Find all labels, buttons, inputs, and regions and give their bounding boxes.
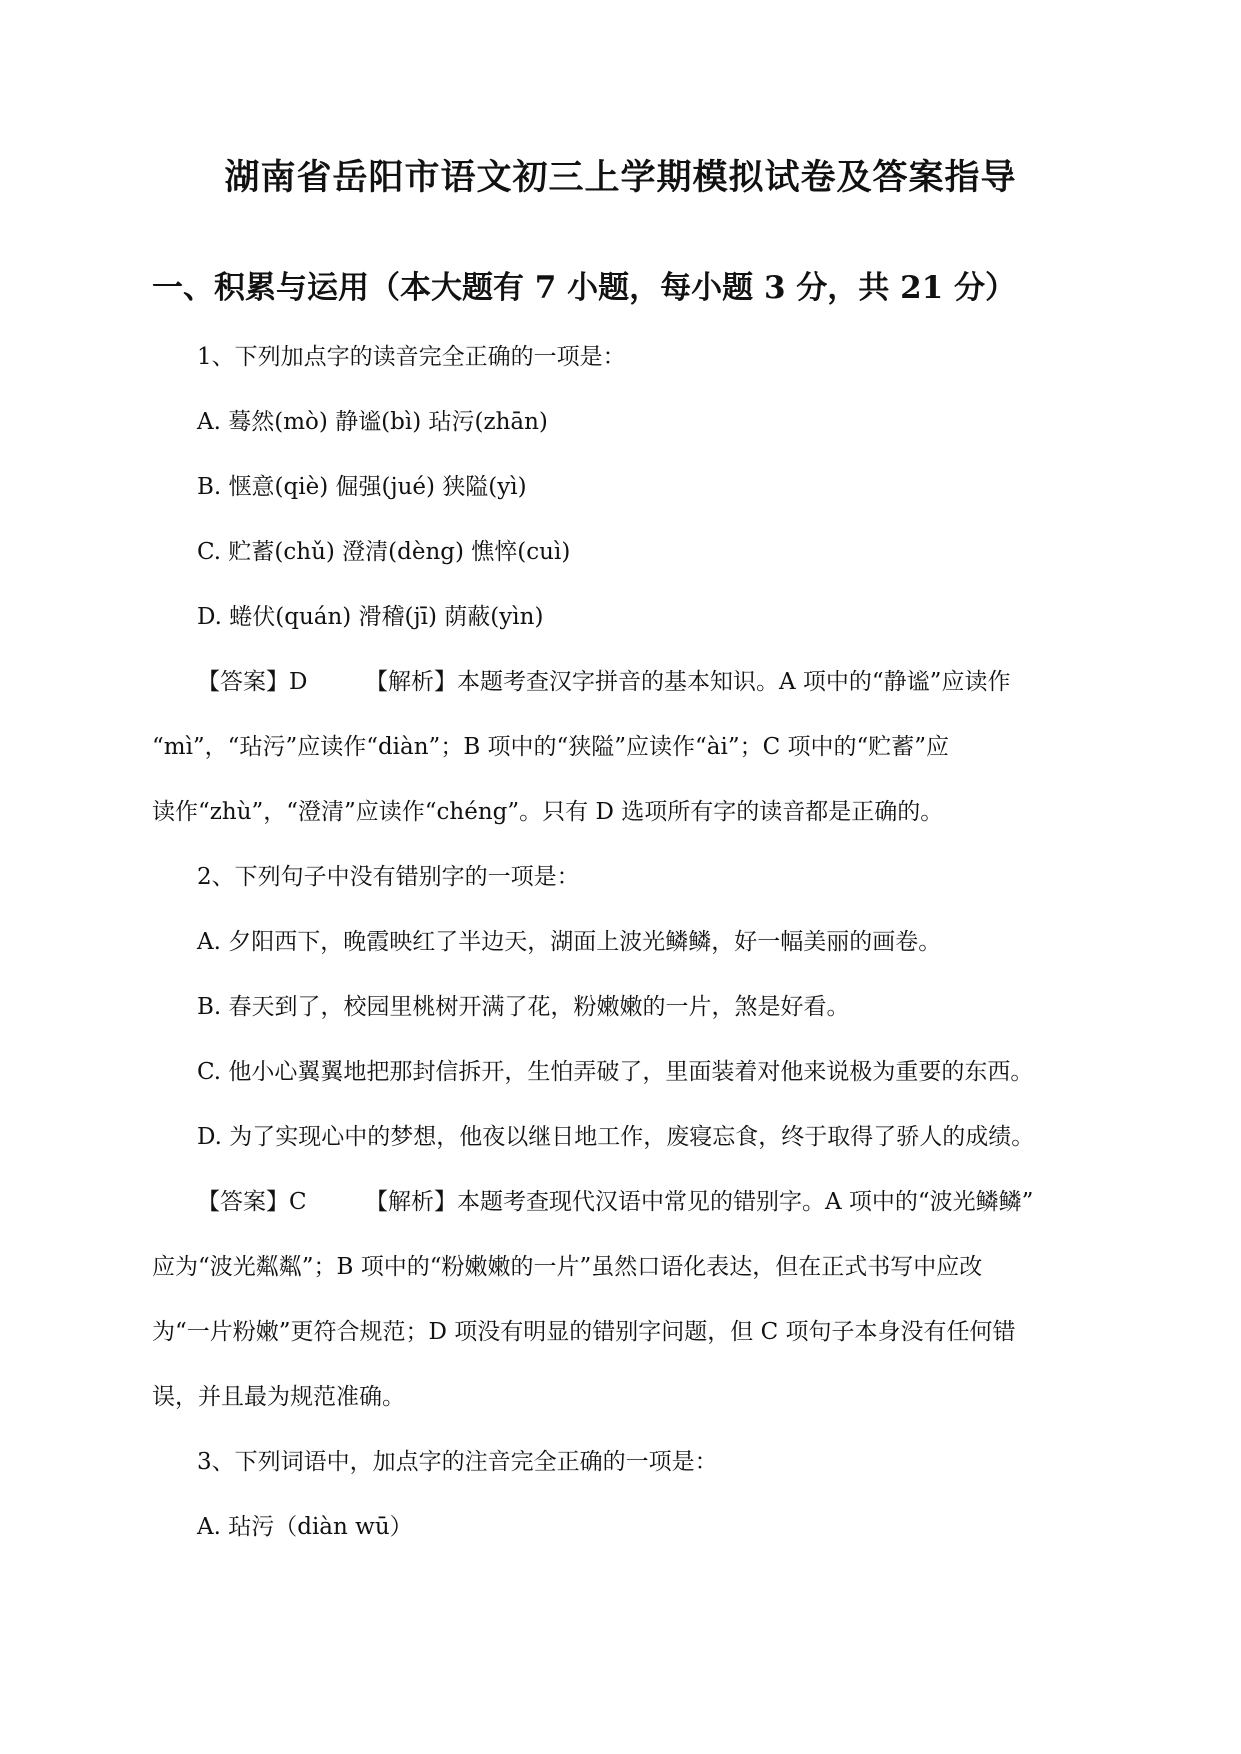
question-2-option-b: B. 春天到了，校园里桃树开满了花，粉嫩嫩的一片，煞是好看。	[197, 994, 850, 1020]
question-2-option-c: C. 他小心翼翼地把那封信拆开，生怕弄破了，里面装着对他来说极为重要的东西。	[197, 1059, 1034, 1085]
question-1-analysis-line: 【解析】本题考查汉字拼音的基本知识。A 项中的“静谧”应读作	[365, 669, 1011, 695]
question-2-analysis-line: 为“一片粉嫩”更符合规范；D 项没有明显的错别字问题，但 C 项句子本身没有任何错	[152, 1319, 1016, 1345]
question-3-option-a: A. 玷污（diàn wū）	[197, 1514, 413, 1540]
question-2-analysis-line: 【解析】本题考查现代汉语中常见的错别字。A 项中的“波光鳞鳞”	[365, 1189, 1034, 1215]
answer-analysis-line	[152, 1185, 1092, 1250]
answer-analysis-line	[152, 665, 1092, 730]
question-2-option-a: A. 夕阳西下，晚霞映红了半边天，湖面上波光鳞鳞，好一幅美丽的画卷。	[197, 929, 942, 955]
document-body	[152, 340, 1092, 1575]
document-title: 湖南省岳阳市语文初三上学期模拟试卷及答案指导	[224, 157, 1017, 198]
question-2-answer-block	[152, 1185, 1092, 1445]
question-2-stem: 2、下列句子中没有错别字的一项是：	[197, 864, 580, 890]
question-1-option-c: C. 贮蓄(chǔ) 澄清(dèng) 憔悴(cuì)	[197, 539, 571, 565]
question-1-analysis-line: “mì”，“玷污”应读作“diàn”；B 项中的“狭隘”应读作“ài”；C 项中的“贮蓄”应	[152, 734, 950, 760]
question-3-stem: 3、下列词语中，加点字的注音完全正确的一项是：	[197, 1449, 718, 1475]
question-1-stem: 1、下列加点字的读音完全正确的一项是：	[197, 344, 626, 370]
question-2-option-d: D. 为了实现心中的梦想，他夜以继日地工作，废寝忘食，终于取得了骄人的成绩。	[197, 1124, 1035, 1150]
question-2-answer: 【答案】C	[197, 1189, 307, 1215]
question-1-answer: 【答案】D	[197, 669, 308, 695]
question-1-answer-block	[152, 665, 1092, 860]
question-2-analysis-line: 误，并且最为规范准确。	[152, 1384, 405, 1410]
question-1-analysis-line: 读作“zhù”，“澄清”应读作“chéng”。只有 D 选项所有字的读音都是正确的。	[152, 799, 944, 825]
question-2-analysis-line: 应为“波光粼粼”；B 项中的“粉嫩嫩的一片”虽然口语化表达，但在正式书写中应改	[152, 1254, 983, 1280]
question-1-option-d: D. 蜷伏(quán) 滑稽(jī) 荫蔽(yìn)	[197, 604, 544, 630]
section-heading: 一、积累与运用（本大题有 7 小题，每小题 3 分，共 21 分）	[152, 270, 1017, 306]
question-1-option-a: A. 蓦然(mò) 静谧(bì) 玷污(zhān)	[197, 409, 548, 435]
question-1-option-b: B. 惬意(qiè) 倔强(jué) 狭隘(yì)	[197, 474, 527, 500]
